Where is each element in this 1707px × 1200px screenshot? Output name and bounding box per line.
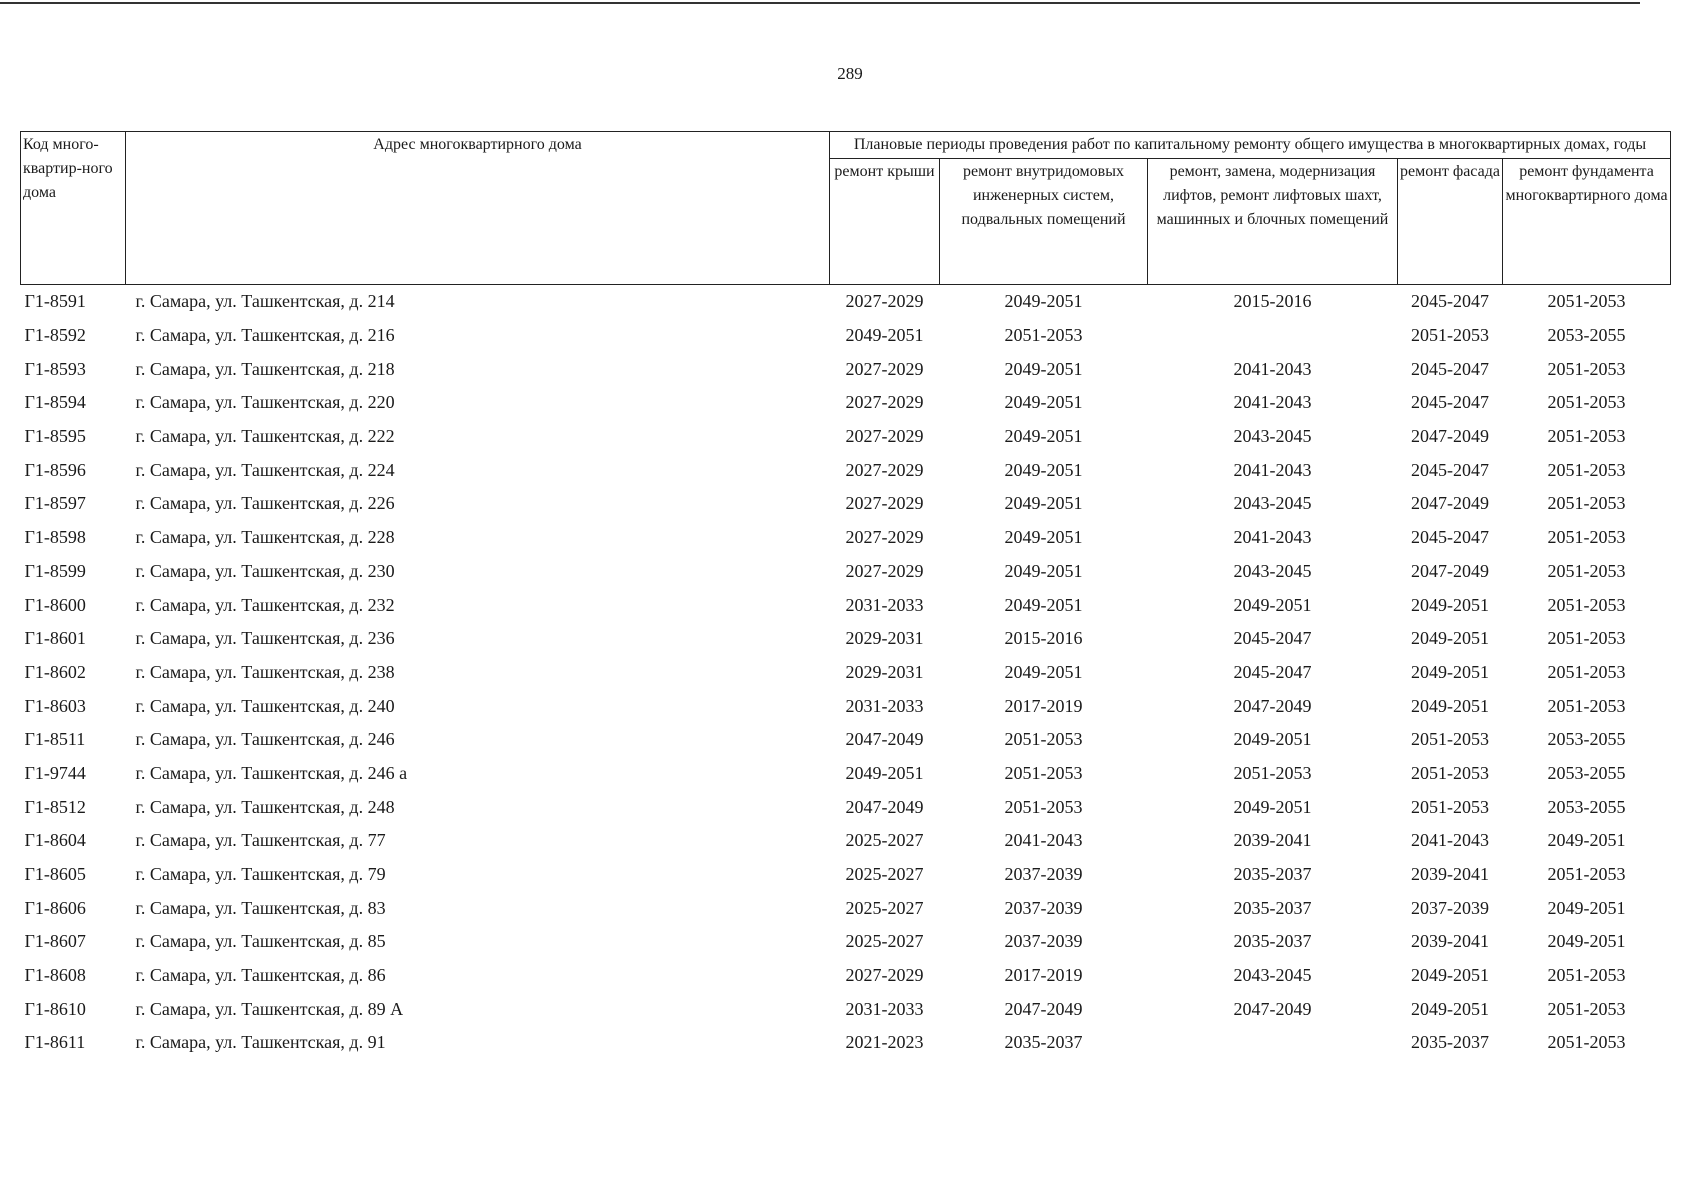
code-cell: Г1-8604 — [24, 830, 86, 851]
systems-cell: 2049-2051 — [1004, 594, 1083, 615]
foundation-cell: 2051-2053 — [1547, 661, 1626, 682]
roof-cell: 2027-2029 — [830, 285, 940, 319]
address-cell: г. Самара, ул. Ташкентская, д. 226 — [135, 493, 395, 514]
elevators-cell: 2049-2051 — [1233, 796, 1312, 817]
code-cell: Г1-8512 — [24, 796, 86, 817]
facade-cell: 2045-2047 — [1411, 392, 1489, 413]
table-row — [21, 723, 1671, 757]
foundation-cell: 2051-2053 — [1547, 1032, 1626, 1053]
facade-cell: 2037-2039 — [1411, 897, 1489, 918]
facade-cell: 2045-2047 — [1398, 285, 1503, 319]
foundation-cell: 2053-2055 — [1547, 325, 1626, 346]
roof-cell: 2025-2027 — [845, 864, 924, 885]
facade-cell: 2047-2049 — [1411, 560, 1489, 581]
systems-cell: 2051-2053 — [1004, 325, 1083, 346]
elevators-cell: 2043-2045 — [1233, 493, 1312, 514]
table-row — [21, 386, 1671, 420]
systems-cell: 2049-2051 — [1004, 426, 1083, 447]
address-cell: г. Самара, ул. Ташкентская, д. 91 — [135, 1032, 386, 1053]
elevators-cell: 2047-2049 — [1233, 695, 1312, 716]
header-address: Адрес многоквартирного дома — [126, 132, 830, 285]
elevators-cell: 2041-2043 — [1233, 527, 1312, 548]
table-row — [21, 656, 1671, 690]
header-systems: ремонт внутридомовых инженерных систем, подвальных помещений — [940, 159, 1148, 285]
roof-cell: 2025-2027 — [845, 931, 924, 952]
address-cell: г. Самара, ул. Ташкентская, д. 86 — [135, 965, 386, 986]
roof-cell: 2047-2049 — [845, 729, 924, 750]
systems-cell: 2049-2051 — [940, 285, 1148, 319]
facade-cell: 2049-2051 — [1411, 695, 1489, 716]
roof-cell: 2027-2029 — [845, 493, 924, 514]
elevators-cell: 2043-2045 — [1233, 426, 1312, 447]
address-cell: г. Самара, ул. Ташкентская, д. 228 — [135, 527, 395, 548]
code-cell: Г1-8603 — [24, 695, 86, 716]
foundation-cell: 2051-2053 — [1547, 426, 1626, 447]
systems-cell: 2049-2051 — [1004, 392, 1083, 413]
table-row — [21, 992, 1671, 1026]
table-row — [21, 588, 1671, 622]
code-cell: Г1-8601 — [24, 628, 86, 649]
roof-cell: 2027-2029 — [845, 965, 924, 986]
systems-cell: 2041-2043 — [1004, 830, 1083, 851]
foundation-cell: 2051-2053 — [1547, 560, 1626, 581]
table-row — [21, 622, 1671, 656]
systems-cell: 2037-2039 — [1004, 864, 1083, 885]
code-cell: Г1-8511 — [24, 729, 86, 750]
elevators-cell: 2035-2037 — [1233, 931, 1312, 952]
elevators-cell: 2035-2037 — [1233, 864, 1312, 885]
address-cell: г. Самара, ул. Ташкентская, д. 246 а — [135, 762, 408, 783]
address-cell: г. Самара, ул. Ташкентская, д. 232 — [135, 594, 395, 615]
systems-cell: 2037-2039 — [1004, 897, 1083, 918]
foundation-cell: 2051-2053 — [1503, 285, 1671, 319]
roof-cell: 2027-2029 — [845, 459, 924, 480]
elevators-cell: 2049-2051 — [1233, 594, 1312, 615]
systems-cell: 2049-2051 — [1004, 493, 1083, 514]
roof-cell: 2027-2029 — [845, 560, 924, 581]
table-row — [21, 285, 1671, 319]
top-rule — [0, 2, 1640, 4]
elevators-cell: 2049-2051 — [1233, 729, 1312, 750]
elevators-cell — [1148, 1026, 1398, 1060]
address-cell: г. Самара, ул. Ташкентская, д. 240 — [135, 695, 395, 716]
foundation-cell: 2051-2053 — [1547, 695, 1626, 716]
facade-cell: 2049-2051 — [1411, 594, 1489, 615]
facade-cell: 2035-2037 — [1411, 1032, 1489, 1053]
foundation-cell: 2049-2051 — [1547, 897, 1626, 918]
table-row — [21, 858, 1671, 892]
code-cell: Г1-8605 — [24, 864, 86, 885]
systems-cell: 2035-2037 — [1004, 1032, 1083, 1053]
elevators-cell: 2045-2047 — [1233, 628, 1312, 649]
elevators-cell: 2045-2047 — [1233, 661, 1312, 682]
repair-schedule-table-wrap — [20, 131, 1670, 1060]
roof-cell: 2031-2033 — [845, 695, 924, 716]
elevators-cell: 2043-2045 — [1233, 965, 1312, 986]
facade-cell: 2047-2049 — [1411, 426, 1489, 447]
code-cell: Г1-8602 — [24, 661, 86, 682]
foundation-cell: 2049-2051 — [1547, 931, 1626, 952]
address-cell: г. Самара, ул. Ташкентская, д. 218 — [135, 358, 395, 379]
code-cell: Г1-8607 — [24, 931, 86, 952]
facade-cell: 2049-2051 — [1411, 998, 1489, 1019]
roof-cell: 2031-2033 — [845, 998, 924, 1019]
systems-cell: 2049-2051 — [1004, 661, 1083, 682]
roof-cell: 2027-2029 — [845, 392, 924, 413]
facade-cell: 2051-2053 — [1411, 729, 1489, 750]
code-cell: Г1-8610 — [24, 998, 86, 1019]
roof-cell: 2029-2031 — [845, 628, 924, 649]
table-row — [21, 487, 1671, 521]
systems-cell: 2037-2039 — [1004, 931, 1083, 952]
roof-cell: 2047-2049 — [845, 796, 924, 817]
address-cell: г. Самара, ул. Ташкентская, д. 236 — [135, 628, 395, 649]
code-cell: Г1-8598 — [24, 527, 86, 548]
code-cell: Г1-9744 — [24, 762, 86, 783]
address-cell: г. Самара, ул. Ташкентская, д. 230 — [135, 560, 395, 581]
table-body — [21, 285, 1671, 1060]
address-cell: г. Самара, ул. Ташкентская, д. 222 — [135, 426, 395, 447]
roof-cell: 2025-2027 — [845, 830, 924, 851]
address-cell: г. Самара, ул. Ташкентская, д. 79 — [135, 864, 386, 885]
facade-cell: 2049-2051 — [1411, 661, 1489, 682]
table-row — [21, 689, 1671, 723]
roof-cell: 2049-2051 — [845, 762, 924, 783]
address-cell: г. Самара, ул. Ташкентская, д. 83 — [135, 897, 386, 918]
facade-cell: 2039-2041 — [1411, 864, 1489, 885]
roof-cell: 2027-2029 — [845, 527, 924, 548]
address-cell: г. Самара, ул. Ташкентская, д. 248 — [135, 796, 395, 817]
table-row — [21, 319, 1671, 353]
foundation-cell: 2051-2053 — [1547, 459, 1626, 480]
foundation-cell: 2051-2053 — [1547, 358, 1626, 379]
roof-cell: 2021-2023 — [845, 1032, 924, 1053]
header-foundation: ремонт фундамента многоквартирного дома — [1503, 159, 1671, 285]
header-code: Код много-квартир-ного дома — [21, 132, 126, 285]
code-cell: Г1-8606 — [24, 897, 86, 918]
facade-cell: 2049-2051 — [1411, 628, 1489, 649]
facade-cell: 2051-2053 — [1411, 325, 1489, 346]
table-row — [21, 891, 1671, 925]
facade-cell: 2039-2041 — [1411, 931, 1489, 952]
facade-cell: 2049-2051 — [1411, 965, 1489, 986]
table-row — [21, 757, 1671, 791]
elevators-cell: 2041-2043 — [1233, 459, 1312, 480]
address-cell: г. Самара, ул. Ташкентская, д. 77 — [135, 830, 386, 851]
code-cell: Г1-8611 — [24, 1032, 86, 1053]
systems-cell: 2017-2019 — [1004, 965, 1083, 986]
facade-cell: 2045-2047 — [1411, 527, 1489, 548]
foundation-cell: 2051-2053 — [1547, 527, 1626, 548]
foundation-cell: 2053-2055 — [1547, 729, 1626, 750]
foundation-cell: 2049-2051 — [1547, 830, 1626, 851]
systems-cell: 2049-2051 — [1004, 358, 1083, 379]
table-row — [21, 824, 1671, 858]
elevators-cell: 2051-2053 — [1233, 762, 1312, 783]
code-cell: Г1-8591 — [21, 285, 126, 319]
systems-cell: 2051-2053 — [1004, 796, 1083, 817]
code-cell: Г1-8600 — [24, 594, 86, 615]
facade-cell: 2051-2053 — [1411, 762, 1489, 783]
systems-cell: 2015-2016 — [1004, 628, 1083, 649]
address-cell: г. Самара, ул. Ташкентская, д. 246 — [135, 729, 395, 750]
elevators-cell: 2039-2041 — [1233, 830, 1312, 851]
code-cell: Г1-8593 — [24, 358, 86, 379]
systems-cell: 2051-2053 — [1004, 729, 1083, 750]
table-row — [21, 959, 1671, 993]
code-cell: Г1-8608 — [24, 965, 86, 986]
code-cell: Г1-8596 — [24, 459, 86, 480]
foundation-cell: 2051-2053 — [1547, 998, 1626, 1019]
table-row — [21, 453, 1671, 487]
foundation-cell: 2053-2055 — [1547, 796, 1626, 817]
repair-schedule-table — [20, 131, 1671, 1060]
elevators-cell: 2043-2045 — [1233, 560, 1312, 581]
systems-cell: 2049-2051 — [1004, 560, 1083, 581]
table-row — [21, 925, 1671, 959]
table-row — [21, 1026, 1671, 1060]
address-cell: г. Самара, ул. Ташкентская, д. 89 А — [135, 998, 404, 1019]
header-roof: ремонт крыши — [830, 159, 940, 285]
foundation-cell: 2051-2053 — [1547, 392, 1626, 413]
elevators-cell: 2015-2016 — [1148, 285, 1398, 319]
elevators-cell: 2041-2043 — [1233, 358, 1312, 379]
foundation-cell: 2051-2053 — [1547, 628, 1626, 649]
roof-cell: 2031-2033 — [845, 594, 924, 615]
header-elevators: ремонт, замена, модернизация лифтов, ремонт лифтовых шахт, машинных и блочных помещений — [1148, 159, 1398, 285]
table-header — [21, 132, 1671, 285]
foundation-cell: 2051-2053 — [1547, 493, 1626, 514]
code-cell: Г1-8597 — [24, 493, 86, 514]
page-number: 289 — [837, 64, 863, 83]
roof-cell: 2027-2029 — [845, 358, 924, 379]
foundation-cell: 2053-2055 — [1547, 762, 1626, 783]
table-row — [21, 790, 1671, 824]
header-facade: ремонт фасада — [1398, 159, 1503, 285]
address-cell: г. Самара, ул. Ташкентская, д. 214 — [126, 285, 830, 319]
roof-cell: 2025-2027 — [845, 897, 924, 918]
systems-cell: 2049-2051 — [1004, 459, 1083, 480]
systems-cell: 2017-2019 — [1004, 695, 1083, 716]
roof-cell: 2029-2031 — [845, 661, 924, 682]
code-cell: Г1-8595 — [24, 426, 86, 447]
address-cell: г. Самара, ул. Ташкентская, д. 220 — [135, 392, 395, 413]
facade-cell: 2047-2049 — [1411, 493, 1489, 514]
header-periods: Плановые периоды проведения работ по капитальному ремонту общего имущества в многоквартирных домах, годы — [830, 132, 1671, 159]
facade-cell: 2041-2043 — [1411, 830, 1489, 851]
facade-cell: 2051-2053 — [1411, 796, 1489, 817]
foundation-cell: 2051-2053 — [1547, 594, 1626, 615]
systems-cell: 2049-2051 — [1004, 527, 1083, 548]
elevators-cell: 2041-2043 — [1233, 392, 1312, 413]
address-cell: г. Самара, ул. Ташкентская, д. 85 — [135, 931, 386, 952]
roof-cell: 2049-2051 — [845, 325, 924, 346]
foundation-cell: 2051-2053 — [1547, 864, 1626, 885]
table-row — [21, 420, 1671, 454]
elevators-cell: 2047-2049 — [1233, 998, 1312, 1019]
address-cell: г. Самара, ул. Ташкентская, д. 238 — [135, 661, 395, 682]
systems-cell: 2051-2053 — [1004, 762, 1083, 783]
table-row — [21, 555, 1671, 589]
code-cell: Г1-8594 — [24, 392, 86, 413]
systems-cell: 2047-2049 — [1004, 998, 1083, 1019]
facade-cell: 2045-2047 — [1411, 358, 1489, 379]
roof-cell: 2027-2029 — [845, 426, 924, 447]
facade-cell: 2045-2047 — [1411, 459, 1489, 480]
table-row — [21, 352, 1671, 386]
elevators-cell — [1148, 319, 1398, 353]
code-cell: Г1-8599 — [24, 560, 86, 581]
code-cell: Г1-8592 — [24, 325, 86, 346]
elevators-cell: 2035-2037 — [1233, 897, 1312, 918]
foundation-cell: 2051-2053 — [1547, 965, 1626, 986]
address-cell: г. Самара, ул. Ташкентская, д. 216 — [135, 325, 395, 346]
table-row — [21, 521, 1671, 555]
address-cell: г. Самара, ул. Ташкентская, д. 224 — [135, 459, 395, 480]
